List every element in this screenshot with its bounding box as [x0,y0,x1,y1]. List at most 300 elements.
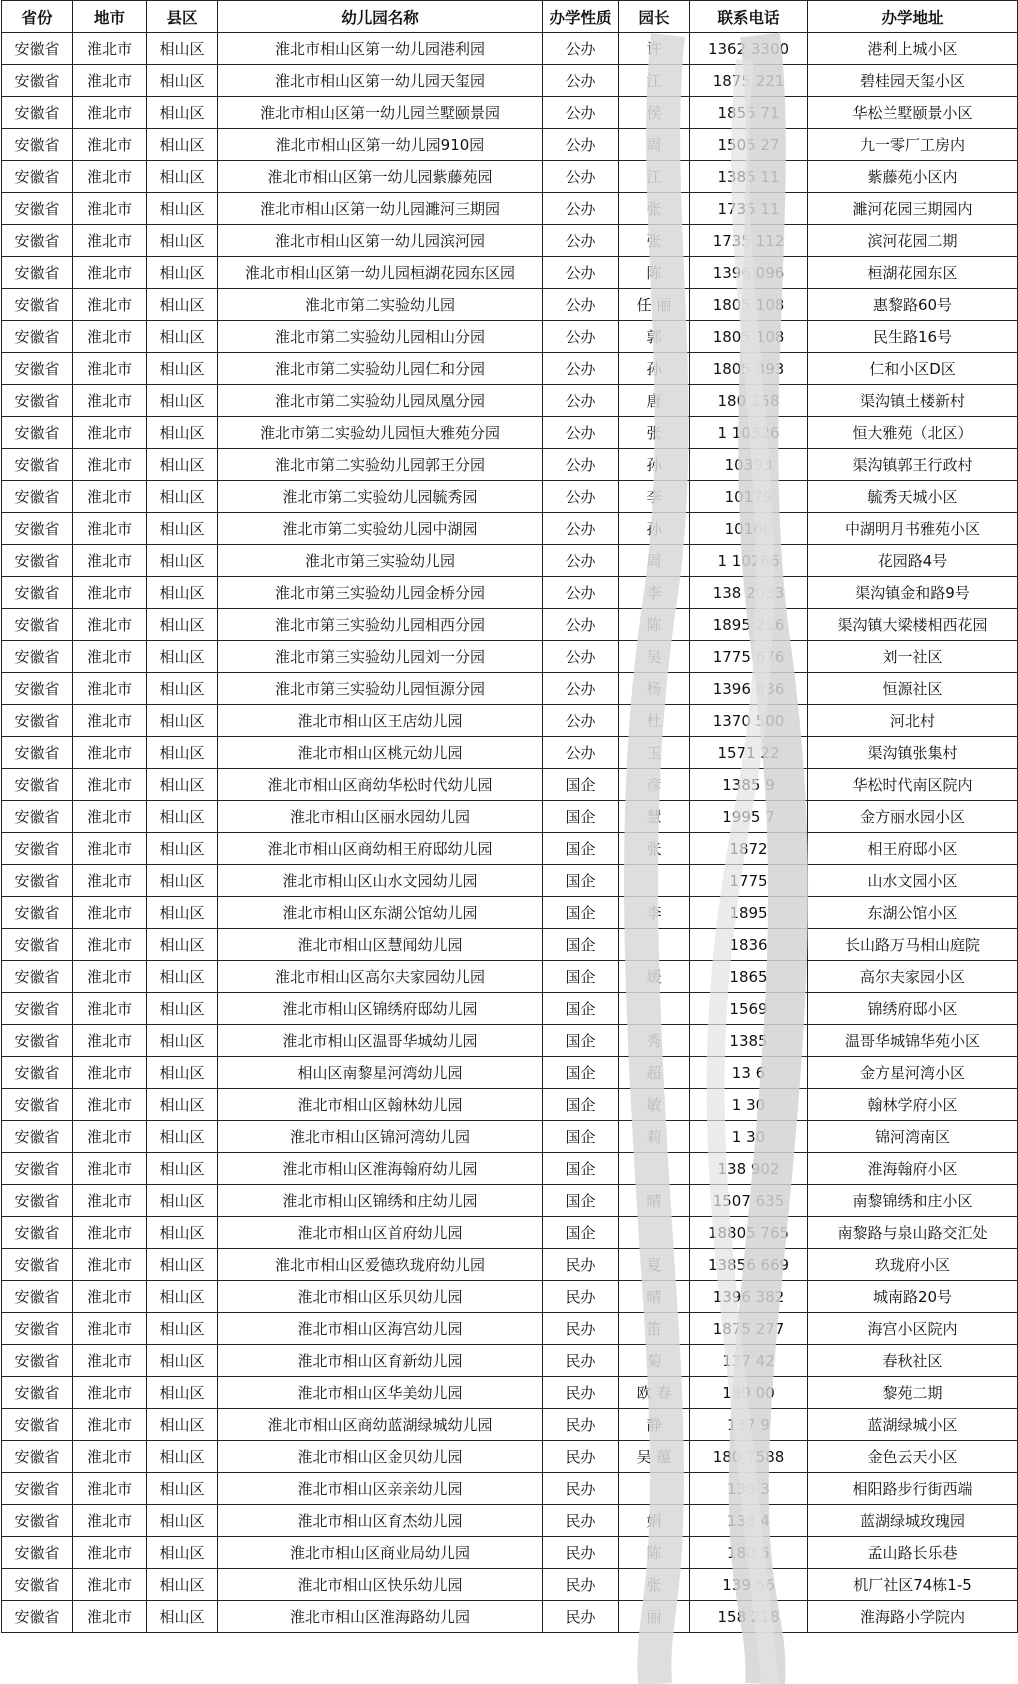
cell-director: 丽 [619,1601,690,1633]
cell-district: 相山区 [147,449,218,481]
cell-phone: 1895 216 [690,609,808,641]
cell-phone: 137 42 [690,1345,808,1377]
cell-director: 陈 [619,257,690,289]
cell-type: 公办 [543,129,619,161]
cell-phone: 10179 [690,481,808,513]
table-row [2,801,1018,833]
cell-name: 淮北市第二实验幼儿园仁和分园 [218,353,543,385]
cell-district: 相山区 [147,1121,218,1153]
cell-address: 惠黎路60号 [808,289,1018,321]
cell-phone: 1775 [690,865,808,897]
cell-phone: 1805 108 [690,321,808,353]
cell-name: 淮北市相山区华美幼儿园 [218,1377,543,1409]
cell-address: 翰林学府小区 [808,1089,1018,1121]
header-type: 办学性质 [543,1,619,33]
cell-phone: 1385 9 [690,769,808,801]
cell-director: 吴 [619,641,690,673]
cell-type: 公办 [543,737,619,769]
cell-director: 周 [619,545,690,577]
cell-address: 淮海路小学院内 [808,1601,1018,1633]
cell-address: 华松时代南区院内 [808,769,1018,801]
cell-city: 淮北市 [73,33,147,65]
header-city: 地市 [73,1,147,33]
cell-district: 相山区 [147,385,218,417]
cell-address: 紫藤苑小区内 [808,161,1018,193]
cell-name: 淮北市相山区金贝幼儿园 [218,1441,543,1473]
cell-province: 安徽省 [2,577,73,609]
cell-name: 淮北市相山区第一幼儿园桓湖花园东区园 [218,257,543,289]
cell-type: 国企 [543,865,619,897]
cell-address: 春秋社区 [808,1345,1018,1377]
cell-phone: 1855 71 [690,97,808,129]
cell-type: 民办 [543,1313,619,1345]
cell-province: 安徽省 [2,321,73,353]
table-row [2,961,1018,993]
cell-district: 相山区 [147,1505,218,1537]
table-row [2,769,1018,801]
cell-province: 安徽省 [2,1185,73,1217]
table-row [2,1057,1018,1089]
cell-director: 莉 [619,1121,690,1153]
cell-city: 淮北市 [73,1569,147,1601]
cell-phone: 1569 [690,993,808,1025]
cell-phone: 1 30 [690,1089,808,1121]
cell-director: 陈 [619,1537,690,1569]
cell-name: 淮北市相山区首府幼儿园 [218,1217,543,1249]
cell-director: 夏 [619,1249,690,1281]
table-body [2,33,1018,1633]
cell-director: 孙 [619,513,690,545]
cell-district: 相山区 [147,577,218,609]
cell-address: 温哥华城锦华苑小区 [808,1025,1018,1057]
cell-director: 周 [619,129,690,161]
cell-name: 淮北市第二实验幼儿园相山分园 [218,321,543,353]
cell-type: 公办 [543,705,619,737]
cell-district: 相山区 [147,1409,218,1441]
cell-director [619,1153,690,1185]
cell-city: 淮北市 [73,1537,147,1569]
cell-director: 杨 [619,673,690,705]
cell-city: 淮北市 [73,961,147,993]
cell-director [619,865,690,897]
cell-director: 张 [619,225,690,257]
cell-name: 淮北市相山区第一幼儿园紫藤苑园 [218,161,543,193]
cell-district: 相山区 [147,161,218,193]
cell-address: 仁和小区D区 [808,353,1018,385]
cell-director: 郭 [619,321,690,353]
cell-type: 国企 [543,1217,619,1249]
cell-phone: 1865 [690,961,808,993]
cell-address: 桓湖花园东区 [808,257,1018,289]
table-row [2,1217,1018,1249]
table-row [2,673,1018,705]
cell-address: 九一零厂工房内 [808,129,1018,161]
cell-director [619,1217,690,1249]
cell-district: 相山区 [147,1185,218,1217]
cell-district: 相山区 [147,353,218,385]
cell-type: 公办 [543,257,619,289]
cell-name: 淮北市相山区商幼华松时代幼儿园 [218,769,543,801]
cell-city: 淮北市 [73,513,147,545]
cell-address: 蓝湖绿城小区 [808,1409,1018,1441]
table-row [2,1313,1018,1345]
cell-director: 慧 [619,801,690,833]
cell-city: 淮北市 [73,97,147,129]
cell-district: 相山区 [147,801,218,833]
cell-province: 安徽省 [2,1249,73,1281]
cell-district: 相山区 [147,417,218,449]
cell-address: 黎苑二期 [808,1377,1018,1409]
cell-address: 中湖明月书雅苑小区 [808,513,1018,545]
cell-city: 淮北市 [73,65,147,97]
cell-name: 淮北市第二实验幼儿园郭王分园 [218,449,543,481]
cell-province: 安徽省 [2,1313,73,1345]
cell-province: 安徽省 [2,1025,73,1057]
cell-phone: 138 2033 [690,577,808,609]
cell-type: 公办 [543,609,619,641]
cell-director: 敏 [619,1089,690,1121]
table-row [2,1025,1018,1057]
cell-district: 相山区 [147,1089,218,1121]
table-row [2,1441,1018,1473]
table-row [2,481,1018,513]
cell-district: 相山区 [147,321,218,353]
cell-address: 濉河花园三期园内 [808,193,1018,225]
cell-province: 安徽省 [2,609,73,641]
cell-phone: 1 10326 [690,417,808,449]
cell-address: 河北村 [808,705,1018,737]
table-row [2,353,1018,385]
table-row [2,1153,1018,1185]
header-name: 幼儿园名称 [218,1,543,33]
cell-phone: 1505 27 [690,129,808,161]
cell-city: 淮北市 [73,1249,147,1281]
cell-type: 公办 [543,641,619,673]
cell-director: 唐 [619,385,690,417]
cell-address: 渠沟镇金和路9号 [808,577,1018,609]
cell-district: 相山区 [147,609,218,641]
cell-province: 安徽省 [2,897,73,929]
cell-district: 相山区 [147,1473,218,1505]
cell-phone: 1836 [690,929,808,961]
cell-name: 淮北市相山区淮海翰府幼儿园 [218,1153,543,1185]
cell-province: 安徽省 [2,1153,73,1185]
kindergarten-table [1,0,1018,1633]
cell-city: 淮北市 [73,289,147,321]
cell-district: 相山区 [147,65,218,97]
cell-type: 民办 [543,1473,619,1505]
cell-director: 媛 [619,961,690,993]
cell-province: 安徽省 [2,865,73,897]
cell-phone: 1805 108 [690,289,808,321]
cell-address: 锦绣府邸小区 [808,993,1018,1025]
cell-district: 相山区 [147,1345,218,1377]
cell-name: 淮北市相山区亲亲幼儿园 [218,1473,543,1505]
cell-type: 民办 [543,1345,619,1377]
table-row [2,257,1018,289]
cell-name: 淮北市相山区第一幼儿园兰墅颐景园 [218,97,543,129]
cell-district: 相山区 [147,929,218,961]
cell-director: 江 [619,161,690,193]
cell-director: 江 [619,65,690,97]
cell-city: 淮北市 [73,1121,147,1153]
cell-city: 淮北市 [73,1089,147,1121]
cell-address: 玖珑府小区 [808,1249,1018,1281]
cell-type: 公办 [543,161,619,193]
cell-type: 公办 [543,417,619,449]
cell-province: 安徽省 [2,1377,73,1409]
cell-province: 安徽省 [2,833,73,865]
cell-name: 淮北市第二实验幼儿园 [218,289,543,321]
cell-type: 国企 [543,1025,619,1057]
cell-city: 淮北市 [73,673,147,705]
cell-phone: 138 4 [690,1505,808,1537]
cell-city: 淮北市 [73,321,147,353]
cell-province: 安徽省 [2,417,73,449]
cell-district: 相山区 [147,193,218,225]
cell-type: 国企 [543,769,619,801]
cell-district: 相山区 [147,225,218,257]
cell-province: 安徽省 [2,513,73,545]
cell-province: 安徽省 [2,193,73,225]
cell-type: 国企 [543,801,619,833]
cell-province: 安徽省 [2,385,73,417]
cell-phone: 1875 277 [690,1313,808,1345]
cell-address: 港利上城小区 [808,33,1018,65]
table-row [2,449,1018,481]
cell-phone: 1735 112 [690,225,808,257]
cell-province: 安徽省 [2,641,73,673]
cell-province: 安徽省 [2,673,73,705]
cell-phone: 13 6 [690,1057,808,1089]
cell-phone: 1875 221 [690,65,808,97]
cell-district: 相山区 [147,129,218,161]
header-director: 园长 [619,1,690,33]
cell-address: 民生路16号 [808,321,1018,353]
cell-phone: 10393 [690,449,808,481]
cell-province: 安徽省 [2,993,73,1025]
cell-name: 淮北市相山区育杰幼儿园 [218,1505,543,1537]
cell-district: 相山区 [147,289,218,321]
table-row [2,545,1018,577]
cell-director: 菊 [619,1345,690,1377]
cell-city: 淮北市 [73,353,147,385]
cell-district: 相山区 [147,673,218,705]
cell-district: 相山区 [147,1217,218,1249]
header-district: 县区 [147,1,218,33]
table-row [2,577,1018,609]
cell-district: 相山区 [147,833,218,865]
cell-director: 孙 [619,449,690,481]
cell-city: 淮北市 [73,833,147,865]
cell-name: 淮北市第三实验幼儿园刘一分园 [218,641,543,673]
table-row [2,289,1018,321]
cell-province: 安徽省 [2,705,73,737]
cell-address: 机厂社区74栋1-5 [808,1569,1018,1601]
table-row [2,609,1018,641]
cell-city: 淮北市 [73,1153,147,1185]
cell-city: 淮北市 [73,577,147,609]
cell-province: 安徽省 [2,1345,73,1377]
table-row [2,1505,1018,1537]
cell-name: 淮北市相山区商幼蓝湖绿城幼儿园 [218,1409,543,1441]
cell-director: 欧 春 [619,1377,690,1409]
cell-director: 娟 [619,1505,690,1537]
cell-name: 淮北市相山区商业局幼儿园 [218,1537,543,1569]
cell-type: 公办 [543,385,619,417]
table-row [2,833,1018,865]
cell-type: 民办 [543,1281,619,1313]
table-row [2,385,1018,417]
cell-city: 淮北市 [73,449,147,481]
cell-province: 安徽省 [2,129,73,161]
cell-city: 淮北市 [73,1377,147,1409]
cell-province: 安徽省 [2,97,73,129]
cell-city: 淮北市 [73,865,147,897]
cell-type: 国企 [543,1185,619,1217]
cell-phone: 1571 22 [690,737,808,769]
cell-type: 公办 [543,97,619,129]
table-row [2,193,1018,225]
cell-province: 安徽省 [2,481,73,513]
cell-phone: 1362 3300 [690,33,808,65]
cell-address: 渠沟镇张集村 [808,737,1018,769]
cell-type: 公办 [543,193,619,225]
cell-district: 相山区 [147,97,218,129]
cell-type: 国企 [543,1057,619,1089]
cell-type: 国企 [543,833,619,865]
cell-city: 淮北市 [73,129,147,161]
cell-name: 淮北市第三实验幼儿园金桥分园 [218,577,543,609]
cell-city: 淮北市 [73,993,147,1025]
cell-province: 安徽省 [2,1601,73,1633]
cell-phone: 1396 096 [690,257,808,289]
cell-address: 渠沟镇郭王行政村 [808,449,1018,481]
cell-address: 恒源社区 [808,673,1018,705]
cell-name: 淮北市相山区温哥华城幼儿园 [218,1025,543,1057]
cell-district: 相山区 [147,257,218,289]
table-row [2,865,1018,897]
cell-district: 相山区 [147,1441,218,1473]
cell-type: 公办 [543,481,619,513]
cell-type: 公办 [543,545,619,577]
cell-type: 民办 [543,1441,619,1473]
cell-phone: 1775 676 [690,641,808,673]
cell-director: 晴 [619,1185,690,1217]
cell-district: 相山区 [147,481,218,513]
header-row [2,1,1018,33]
cell-province: 安徽省 [2,1441,73,1473]
cell-type: 公办 [543,513,619,545]
cell-type: 公办 [543,673,619,705]
cell-province: 安徽省 [2,737,73,769]
cell-province: 安徽省 [2,545,73,577]
cell-phone: 180 158 [690,385,808,417]
cell-city: 淮北市 [73,1345,147,1377]
cell-province: 安徽省 [2,1121,73,1153]
cell-province: 安徽省 [2,449,73,481]
cell-type: 民办 [543,1409,619,1441]
cell-address: 相阳路步行街西端 [808,1473,1018,1505]
cell-name: 淮北市相山区第一幼儿园910园 [218,129,543,161]
cell-name: 淮北市相山区锦河湾幼儿园 [218,1121,543,1153]
cell-city: 淮北市 [73,929,147,961]
cell-director: 玉 [619,737,690,769]
cell-phone: 139 56 [690,1569,808,1601]
cell-province: 安徽省 [2,161,73,193]
table-row [2,1185,1018,1217]
table-row [2,129,1018,161]
cell-name: 淮北市第二实验幼儿园恒大雅苑分园 [218,417,543,449]
table-row [2,1345,1018,1377]
cell-city: 淮北市 [73,161,147,193]
cell-district: 相山区 [147,1601,218,1633]
header-address: 办学地址 [808,1,1018,33]
cell-phone: 10160 [690,513,808,545]
cell-district: 相山区 [147,1281,218,1313]
cell-name: 淮北市相山区商幼相王府邸幼儿园 [218,833,543,865]
cell-phone: 1396 836 [690,673,808,705]
cell-province: 安徽省 [2,33,73,65]
table-row [2,1473,1018,1505]
cell-phone: 13856 669 [690,1249,808,1281]
cell-city: 淮北市 [73,417,147,449]
cell-name: 淮北市相山区东湖公馆幼儿园 [218,897,543,929]
cell-name: 淮北市相山区王店幼儿园 [218,705,543,737]
cell-phone: 1735 11 [690,193,808,225]
cell-address: 南黎锦绣和庄小区 [808,1185,1018,1217]
table-row [2,1569,1018,1601]
table-row [2,1249,1018,1281]
cell-name: 淮北市相山区高尔夫家园幼儿园 [218,961,543,993]
table-row [2,1121,1018,1153]
table-row [2,1089,1018,1121]
cell-type: 民办 [543,1505,619,1537]
cell-city: 淮北市 [73,1409,147,1441]
cell-type: 民办 [543,1377,619,1409]
cell-type: 公办 [543,353,619,385]
cell-name: 淮北市相山区丽水园幼儿园 [218,801,543,833]
table-row [2,97,1018,129]
cell-address: 金方星河湾小区 [808,1057,1018,1089]
cell-phone: 1385 [690,1025,808,1057]
cell-phone: 1385 11 [690,161,808,193]
cell-director: 侯 [619,97,690,129]
cell-phone: 158 218 [690,1601,808,1633]
cell-type: 公办 [543,577,619,609]
cell-city: 淮北市 [73,193,147,225]
cell-type: 国企 [543,961,619,993]
cell-phone: 1995 7 [690,801,808,833]
cell-province: 安徽省 [2,1569,73,1601]
table-row [2,65,1018,97]
cell-district: 相山区 [147,545,218,577]
cell-name: 淮北市相山区淮海路幼儿园 [218,1601,543,1633]
cell-district: 相山区 [147,1057,218,1089]
cell-phone: 130 3 [690,1473,808,1505]
cell-phone: 1895 [690,897,808,929]
cell-city: 淮北市 [73,545,147,577]
table-row [2,161,1018,193]
cell-type: 公办 [543,33,619,65]
cell-director: 彦 [619,769,690,801]
table-row [2,417,1018,449]
table-row [2,737,1018,769]
cell-district: 相山区 [147,1249,218,1281]
cell-province: 安徽省 [2,1473,73,1505]
cell-director: 张 [619,1569,690,1601]
cell-name: 淮北市相山区翰林幼儿园 [218,1089,543,1121]
